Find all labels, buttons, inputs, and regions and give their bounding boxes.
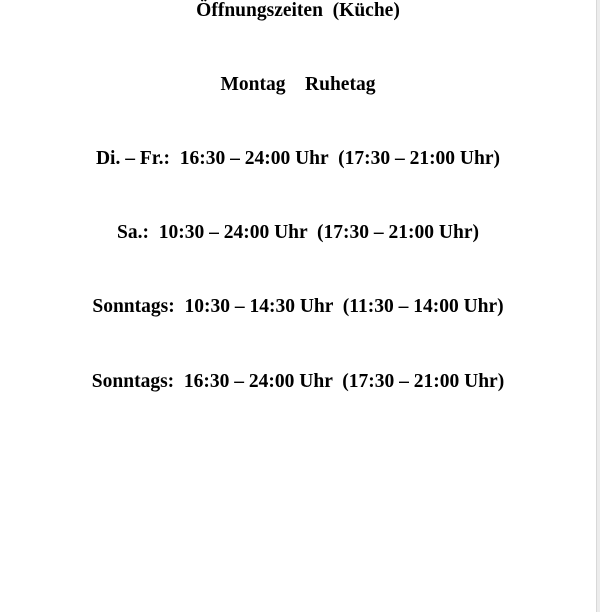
hours-line-sunday-evening: Sonntags: 16:30 – 24:00 Uhr (17:30 – 21:00 Uhr): [91, 371, 505, 392]
page-edge-divider: [596, 0, 600, 612]
hours-line-sunday-morning: Sonntags: 10:30 – 14:30 Uhr (11:30 – 14:00 Uhr): [92, 296, 504, 317]
page-title: Öffnungszeiten (Küche): [196, 0, 400, 21]
hours-line-saturday: Sa.: 10:30 – 24:00 Uhr (17:30 – 21:00 Uhr): [117, 222, 479, 243]
hours-line-tuesday-friday: Di. – Fr.: 16:30 – 24:00 Uhr (17:30 – 21:00 Uhr): [95, 148, 501, 169]
hours-line-monday: Montag Ruhetag: [220, 74, 376, 95]
